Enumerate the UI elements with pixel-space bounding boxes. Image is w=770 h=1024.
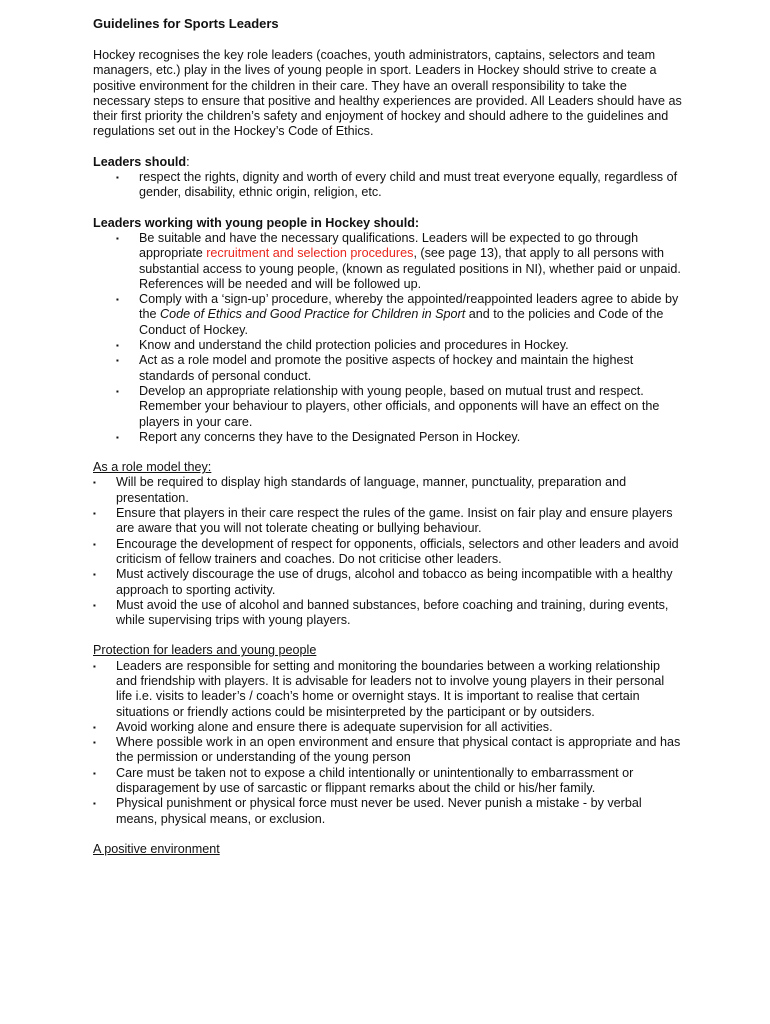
bullet-icon: ▪ xyxy=(116,233,119,243)
bullet-icon: ▪ xyxy=(93,768,96,778)
document-page xyxy=(93,16,683,857)
list-item: ▪ Be suitable and have the necessary qualifications. Leaders will be expected to go through appropriate recruitment and selection procedures, (see page 13), that apply to all persons with substantial access to young people, (known as regulated positions in NI), whether paid or unpaid. References will be needed and will be followed up. xyxy=(116,230,681,291)
section-heading-leaders-working: Leaders working with young people in Hockey should: xyxy=(93,215,420,230)
protection-list xyxy=(93,659,683,827)
code-of-ethics-title: Code of Ethics and Good Practice for Children in Sport xyxy=(160,307,466,322)
list-item: ▪ Ensure that players in their care respect the rules of the game. Insist on fair play and ensure players are aware that you will not tolerate cheating or bullying behaviour. xyxy=(93,506,673,536)
list-item: ▪ Must avoid the use of alcohol and banned substances, before coaching and training, during events, while supervising trips with young players. xyxy=(93,597,669,628)
list-item: ▪ Know and understand the child protection policies and procedures in Hockey. xyxy=(116,338,569,353)
list-item: ▪ Must actively discourage the use of drugs, alcohol and tobacco as being incompatible with a healthy approach to sporting activity. xyxy=(93,567,673,597)
role-model-list xyxy=(93,475,683,628)
leaders-working-list xyxy=(93,231,683,445)
bullet-icon: ▪ xyxy=(116,432,119,442)
list-item: ▪ Avoid working alone and ensure there is adequate supervision for all activities. xyxy=(93,719,553,734)
page-title: Guidelines for Sports Leaders xyxy=(93,16,279,31)
list-item: ▪ Leaders are responsible for setting and monitoring the boundaries between a working relationship and friendship with players. It is advisable for leaders not to involve young players in their personal life i.e. visits to leader’s / coach’s home or overnight stays. It is important to realise that certain situations or friendly actions could be misinterpreted by the participant or by outsiders. xyxy=(93,658,665,719)
section-heading-positive-environment: A positive environment xyxy=(93,841,220,856)
bullet-icon: ▪ xyxy=(93,738,96,748)
bullet-icon: ▪ xyxy=(93,509,96,519)
list-item: ▪ Care must be taken not to expose a child intentionally or unintentionally to embarrassment or disparagement by use of sarcastic or flippant remarks about the child or his/her family. xyxy=(93,765,634,796)
list-item: ▪ Encourage the development of respect for opponents, officials, selectors and other leaders and avoid criticism of fellow trainers and coaches. Do not criticise other leaders. xyxy=(93,536,679,566)
section-heading-role-model: As a role model they: xyxy=(93,460,212,475)
bullet-icon: ▪ xyxy=(93,722,96,732)
list-item: ▪ Develop an appropriate relationship with young people, based on mutual trust and respect. Remember your behaviour to players, other officials, and opponents will have an effect on the players in your care. xyxy=(116,383,660,429)
leaders-should-list xyxy=(93,170,683,201)
bullet-icon: ▪ xyxy=(93,600,96,610)
bullet-icon: ▪ xyxy=(93,799,96,809)
list-item: ▪ Will be required to display high standards of language, manner, punctuality, preparation and presentation. xyxy=(93,475,627,505)
intro-paragraph: Hockey recognises the key role leaders (coaches, youth administrators, captains, selectors and team managers, etc.) play in the lives of young people in sport. Leaders in Hockey should strive to create a positive environment for the children in their care. They have an overall responsibility to take the necessary steps to ensure that positive and healthy experiences are provided. All Leaders should have as their first priority the children’s safety and enjoyment of hockey and should adhere to the guidelines and regulations set out in the Hockey’s Code of Ethics. xyxy=(93,48,682,139)
list-item: ▪ respect the rights, dignity and worth of every child and must treat everyone equally, regardless of gender, disability, ethnic origin, religion, etc. xyxy=(116,170,678,200)
list-item: ▪ Act as a role model and promote the positive aspects of hockey and maintain the highest standards of personal conduct. xyxy=(116,353,634,383)
bullet-icon: ▪ xyxy=(116,341,119,351)
bullet-icon: ▪ xyxy=(93,570,96,580)
bullet-icon: ▪ xyxy=(93,661,96,671)
bullet-icon: ▪ xyxy=(116,295,119,305)
bullet-icon: ▪ xyxy=(93,539,96,549)
section-heading-protection: Protection for leaders and young people xyxy=(93,643,317,658)
recruitment-link[interactable]: recruitment and selection procedures xyxy=(206,246,414,261)
section-heading-leaders-should: Leaders should: xyxy=(93,154,190,169)
list-item: ▪ Comply with a ‘sign-up’ procedure, whereby the appointed/reappointed leaders agree to abide by the Code of Ethics and Good Practice for Children in Sport and to the policies and Code of the Conduct of Hockey. xyxy=(116,292,679,337)
list-item: ▪ Physical punishment or physical force must never be used. Never punish a mistake - by verbal means, physical means, or exclusion. xyxy=(93,796,642,826)
bullet-icon: ▪ xyxy=(116,386,119,396)
bullet-icon: ▪ xyxy=(93,478,96,488)
bullet-icon: ▪ xyxy=(116,173,119,183)
bullet-icon: ▪ xyxy=(116,356,119,366)
list-item: ▪ Report any concerns they have to the Designated Person in Hockey. xyxy=(116,429,521,444)
list-item: ▪ Where possible work in an open environment and ensure that physical contact is appropriate and has the permission or understanding of the young person xyxy=(93,735,681,765)
